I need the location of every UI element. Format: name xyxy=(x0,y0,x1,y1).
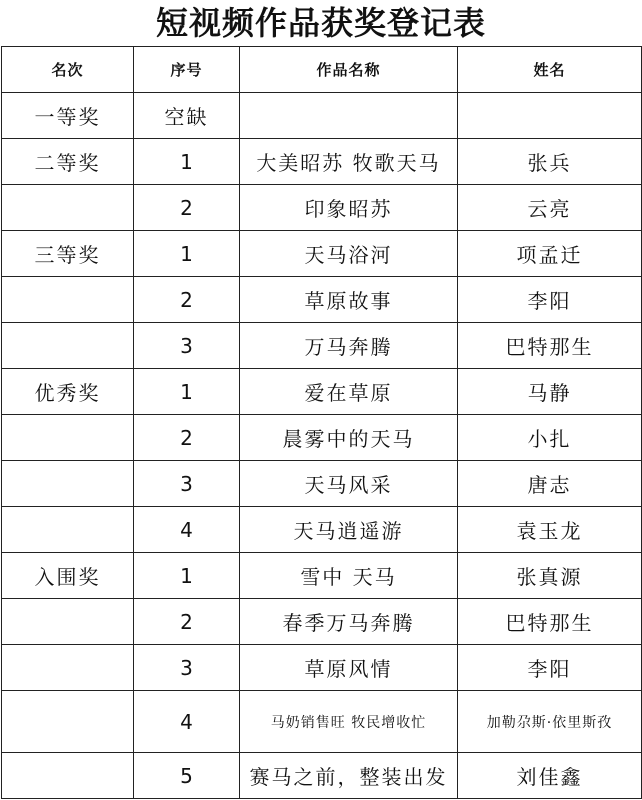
header-seq: 序号 xyxy=(134,47,240,93)
name-cell: 袁玉龙 xyxy=(458,507,642,553)
work-cell: 晨雾中的天马 xyxy=(240,415,458,461)
work-cell: 天马风采 xyxy=(240,461,458,507)
work-cell xyxy=(240,93,458,139)
table-row xyxy=(2,323,642,369)
table-row xyxy=(2,553,642,599)
prize-cell xyxy=(2,753,134,799)
award-table xyxy=(1,46,642,799)
prize-cell xyxy=(2,323,134,369)
prize-cell xyxy=(2,277,134,323)
table-row xyxy=(2,645,642,691)
prize-cell xyxy=(2,645,134,691)
prize-cell xyxy=(2,185,134,231)
table-row xyxy=(2,369,642,415)
header-name: 姓名 xyxy=(458,47,642,93)
seq-cell: 1 xyxy=(134,369,240,415)
name-cell: 巴特那生 xyxy=(458,599,642,645)
header-work: 作品名称 xyxy=(240,47,458,93)
name-cell: 张真源 xyxy=(458,553,642,599)
page-title: 短视频作品获奖登记表 xyxy=(155,4,486,42)
work-cell: 草原风情 xyxy=(240,645,458,691)
seq-cell: 3 xyxy=(134,323,240,369)
name-cell: 李阳 xyxy=(458,277,642,323)
header-rank: 名次 xyxy=(2,47,134,93)
seq-cell: 5 xyxy=(134,753,240,799)
prize-cell: 二等奖 xyxy=(2,139,134,185)
work-cell: 大美昭苏 牧歌天马 xyxy=(240,139,458,185)
prize-cell xyxy=(2,415,134,461)
table-row xyxy=(2,753,642,799)
prize-cell: 入围奖 xyxy=(2,553,134,599)
table-row xyxy=(2,691,642,753)
prize-cell: 一等奖 xyxy=(2,93,134,139)
seq-cell: 空缺 xyxy=(134,93,240,139)
seq-cell: 4 xyxy=(134,507,240,553)
table-row xyxy=(2,139,642,185)
name-cell: 刘佳鑫 xyxy=(458,753,642,799)
table-row xyxy=(2,461,642,507)
seq-cell: 3 xyxy=(134,645,240,691)
prize-cell xyxy=(2,507,134,553)
seq-cell: 3 xyxy=(134,461,240,507)
work-cell: 草原故事 xyxy=(240,277,458,323)
seq-cell: 2 xyxy=(134,185,240,231)
seq-cell: 1 xyxy=(134,553,240,599)
header-row xyxy=(2,47,642,93)
name-cell: 加勒尕斯·依里斯孜 xyxy=(458,691,642,753)
work-cell: 春季万马奔腾 xyxy=(240,599,458,645)
work-cell: 马奶销售旺 牧民增收忙 xyxy=(240,691,458,753)
table-row xyxy=(2,599,642,645)
work-cell: 赛马之前，整装出发 xyxy=(240,753,458,799)
table-row xyxy=(2,185,642,231)
seq-cell: 2 xyxy=(134,415,240,461)
prize-cell xyxy=(2,599,134,645)
name-cell: 小扎 xyxy=(458,415,642,461)
seq-cell: 4 xyxy=(134,691,240,753)
name-cell: 张兵 xyxy=(458,139,642,185)
table-row xyxy=(2,277,642,323)
name-cell: 李阳 xyxy=(458,645,642,691)
work-cell: 爱在草原 xyxy=(240,369,458,415)
name-cell: 马静 xyxy=(458,369,642,415)
table-row xyxy=(2,415,642,461)
seq-cell: 1 xyxy=(134,231,240,277)
seq-cell: 2 xyxy=(134,599,240,645)
name-cell: 巴特那生 xyxy=(458,323,642,369)
seq-cell: 1 xyxy=(134,139,240,185)
table-row xyxy=(2,93,642,139)
name-cell: 项孟迁 xyxy=(458,231,642,277)
work-cell: 万马奔腾 xyxy=(240,323,458,369)
prize-cell: 优秀奖 xyxy=(2,369,134,415)
prize-cell xyxy=(2,691,134,753)
work-cell: 雪中 天马 xyxy=(240,553,458,599)
prize-cell xyxy=(2,461,134,507)
work-cell: 印象昭苏 xyxy=(240,185,458,231)
name-cell: 云亮 xyxy=(458,185,642,231)
work-cell: 天马逍遥游 xyxy=(240,507,458,553)
work-cell: 天马浴河 xyxy=(240,231,458,277)
table-row xyxy=(2,507,642,553)
name-cell: 唐志 xyxy=(458,461,642,507)
seq-cell: 2 xyxy=(134,277,240,323)
table-row xyxy=(2,231,642,277)
name-cell xyxy=(458,93,642,139)
prize-cell: 三等奖 xyxy=(2,231,134,277)
